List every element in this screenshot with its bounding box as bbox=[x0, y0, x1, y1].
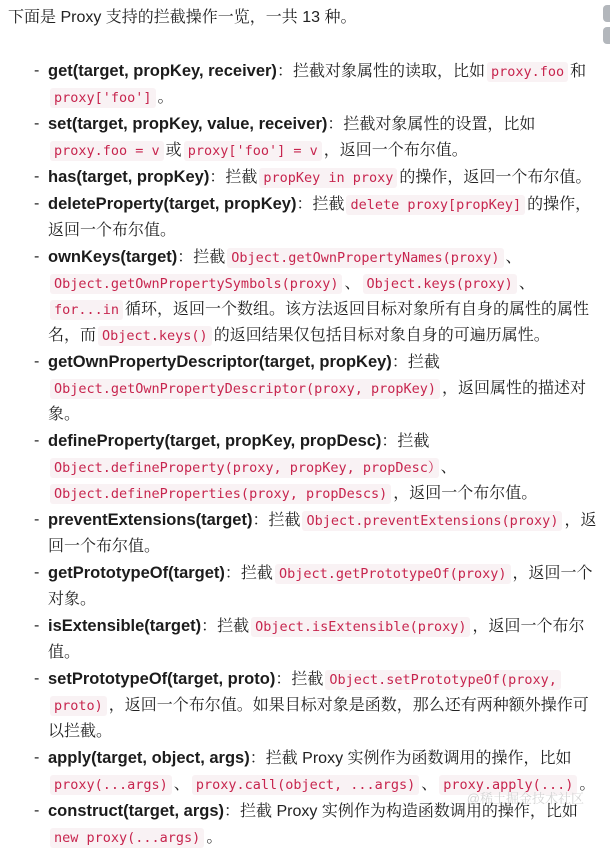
method-signature: setPrototypeOf(target, proto) bbox=[48, 670, 276, 688]
method-signature: get(target, propKey, receiver) bbox=[48, 62, 277, 80]
inline-code: proxy(...args) bbox=[50, 775, 172, 795]
description-text: 的返回结果仅包括目标对象自身的可遍历属性。 bbox=[213, 327, 550, 344]
description-text: 、 bbox=[518, 275, 535, 292]
trap-list-item bbox=[34, 58, 604, 111]
list-bullet: - bbox=[34, 670, 40, 687]
inline-code: proxy['foo'] = v bbox=[184, 141, 322, 161]
description-text: 、 bbox=[344, 275, 361, 292]
list-bullet: - bbox=[34, 564, 40, 581]
inline-code: Object.isExtensible(proxy) bbox=[251, 617, 470, 637]
list-bullet: - bbox=[34, 511, 40, 528]
description-text: 。 bbox=[579, 776, 596, 793]
description-text: 、 bbox=[173, 776, 190, 793]
list-bullet: - bbox=[34, 62, 40, 79]
description-text: 或 bbox=[165, 142, 182, 159]
description-text: ：拦截 bbox=[177, 249, 226, 266]
description-text: 的操作，返回一个布尔值。 bbox=[48, 196, 592, 239]
description-text: ：拦截 bbox=[209, 169, 258, 186]
method-signature: construct(target, args) bbox=[48, 802, 225, 820]
description-text: ：拦截 bbox=[296, 196, 345, 213]
inline-code: propKey in proxy bbox=[259, 168, 397, 188]
proxy-trap-list bbox=[8, 58, 604, 851]
method-signature: preventExtensions(target) bbox=[48, 511, 253, 529]
inline-code: Object.keys() bbox=[98, 326, 212, 346]
inline-code: new proxy(...args) bbox=[50, 828, 204, 848]
description-text: ，返回一个布尔值。 bbox=[393, 485, 538, 502]
list-bullet: - bbox=[34, 248, 40, 265]
method-signature: has(target, propKey) bbox=[48, 168, 210, 186]
intro-paragraph: 下面是 Proxy 支持的拦截操作一览，一共 13 种。 bbox=[8, 9, 357, 26]
description-text: ：拦截 bbox=[391, 354, 440, 371]
scrollbar-thumb-top[interactable] bbox=[603, 5, 610, 22]
inline-code: Object.getOwnPropertyNames(proxy) bbox=[227, 248, 503, 268]
trap-list-item bbox=[34, 560, 604, 613]
inline-code: Object.getPrototypeOf(proxy) bbox=[275, 564, 511, 584]
list-bullet: - bbox=[34, 432, 40, 449]
watermark: @稀土掘金技术社区 bbox=[466, 791, 584, 806]
list-bullet: - bbox=[34, 115, 40, 132]
description-text: 、 bbox=[421, 776, 438, 793]
inline-code: proxy.foo bbox=[487, 62, 568, 82]
list-bullet: - bbox=[34, 353, 40, 370]
description-text: ：拦截 bbox=[201, 618, 250, 635]
trap-list-item bbox=[34, 164, 604, 191]
method-signature: ownKeys(target) bbox=[48, 248, 178, 266]
description-text: ，返回一个布尔值。如果目标对象是函数，那么还有两种额外操作可以拦截。 bbox=[48, 697, 589, 740]
method-signature: getOwnPropertyDescriptor(target, propKey) bbox=[48, 353, 392, 371]
description-text: 。 bbox=[206, 829, 223, 846]
inline-code: Object.preventExtensions(proxy) bbox=[302, 511, 562, 531]
trap-list-item bbox=[34, 244, 604, 349]
list-bullet: - bbox=[34, 195, 40, 212]
description-text: ，返回一个对象。 bbox=[48, 565, 593, 608]
inline-code: Object.defineProperties(proxy, propDescs) bbox=[50, 484, 391, 504]
inline-code: proxy.call(object, ...args) bbox=[192, 775, 419, 795]
inline-code: proxy.apply(...) bbox=[439, 775, 577, 795]
trap-list-item bbox=[34, 666, 604, 745]
trap-list-item bbox=[34, 191, 604, 244]
inline-code: Object.getOwnPropertySymbols(proxy) bbox=[50, 274, 342, 294]
description-text: 和 bbox=[570, 63, 587, 80]
description-text: ，返回属性的描述对象。 bbox=[48, 380, 587, 423]
inline-code: Object.defineProperty(proxy, propKey, propDesc） bbox=[50, 458, 439, 478]
inline-code: proxy['foo'] bbox=[50, 88, 156, 108]
description-text: ，返回一个布尔值。 bbox=[48, 618, 585, 661]
trap-list-item bbox=[34, 613, 604, 666]
description-text: ：拦截 Proxy 实例作为构造函数调用的操作，比如 bbox=[224, 803, 578, 820]
description-text: 、 bbox=[505, 249, 522, 266]
description-text: ：拦截 bbox=[275, 671, 324, 688]
description-text: 循环，返回一个数组。该方法返回目标对象所有自身的属性的属性名，而 bbox=[48, 301, 590, 344]
description-text: ：拦截 bbox=[381, 433, 430, 450]
trap-list-item bbox=[34, 111, 604, 164]
description-text: 。 bbox=[157, 89, 174, 106]
inline-code: Object.setPrototypeOf(proxy, proto) bbox=[50, 670, 561, 716]
trap-list-item bbox=[34, 428, 604, 507]
description-text: ：拦截 bbox=[252, 512, 301, 529]
description-text: ：拦截 Proxy 实例作为函数调用的操作，比如 bbox=[249, 750, 572, 767]
inline-code: Object.keys(proxy) bbox=[363, 274, 517, 294]
inline-code: Object.getOwnPropertyDescriptor(proxy, propKey) bbox=[50, 379, 440, 399]
list-bullet: - bbox=[34, 168, 40, 185]
description-text: ，返回一个布尔值。 bbox=[323, 142, 468, 159]
inline-code: for...in bbox=[50, 300, 123, 320]
trap-list-item bbox=[34, 507, 604, 560]
description-text: 的操作，返回一个布尔值。 bbox=[399, 169, 592, 186]
description-text: ，返回一个布尔值。 bbox=[48, 512, 597, 555]
description-text: ：拦截 bbox=[224, 565, 273, 582]
method-signature: apply(target, object, args) bbox=[48, 749, 250, 767]
description-text: 、 bbox=[440, 459, 457, 476]
trap-list-item bbox=[34, 349, 604, 428]
list-bullet: - bbox=[34, 802, 40, 819]
method-signature: deleteProperty(target, propKey) bbox=[48, 195, 297, 213]
inline-code: proxy.foo = v bbox=[50, 141, 164, 161]
method-signature: getPrototypeOf(target) bbox=[48, 564, 225, 582]
list-bullet: - bbox=[34, 617, 40, 634]
description-text: ：拦截对象属性的设置，比如 bbox=[327, 116, 536, 133]
scrollbar-thumb-bottom[interactable] bbox=[603, 27, 610, 44]
description-text: ：拦截对象属性的读取，比如 bbox=[276, 63, 485, 80]
method-signature: isExtensible(target) bbox=[48, 617, 202, 635]
method-signature: defineProperty(target, propKey, propDesc) bbox=[48, 432, 382, 450]
list-bullet: - bbox=[34, 749, 40, 766]
method-signature: set(target, propKey, value, receiver) bbox=[48, 115, 328, 133]
inline-code: delete proxy[propKey] bbox=[346, 195, 525, 215]
